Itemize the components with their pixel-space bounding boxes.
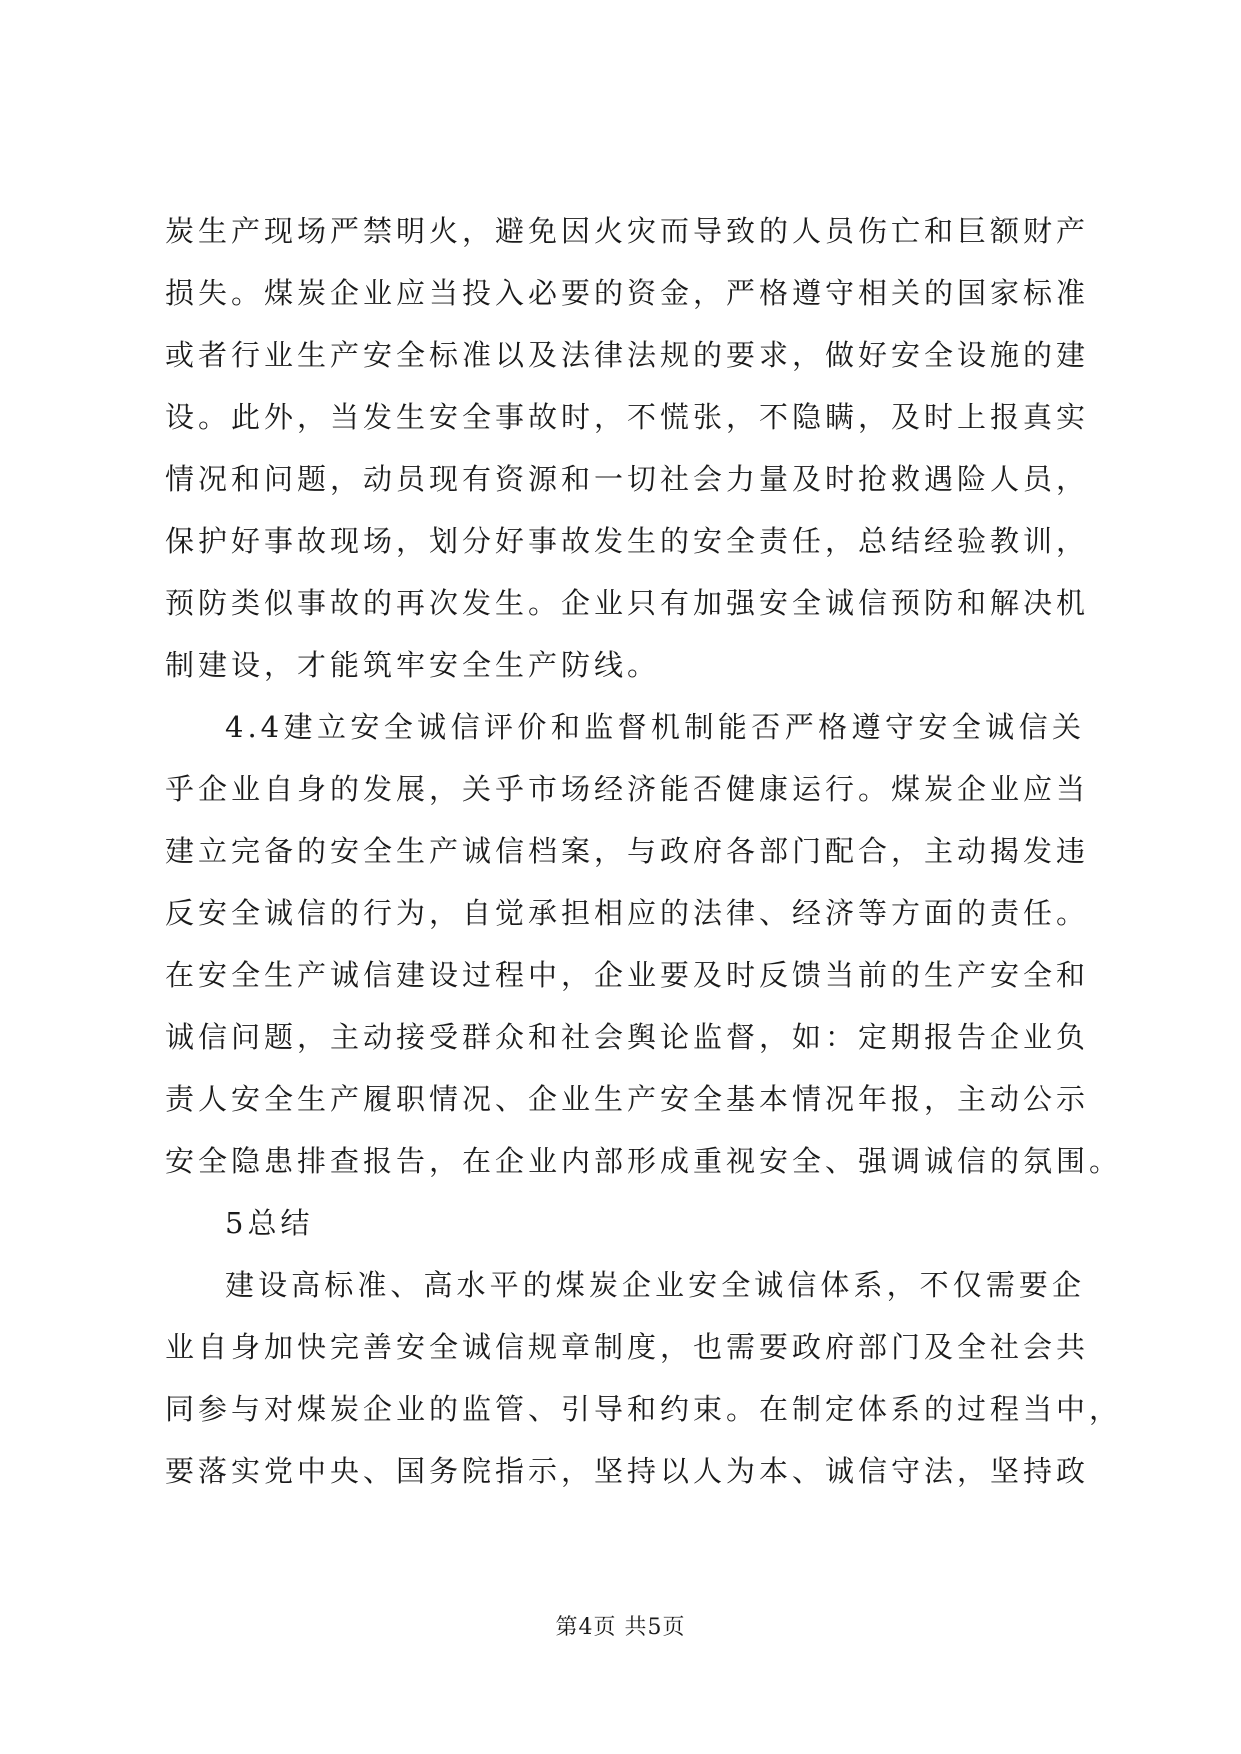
text-line: 反安全诚信的行为，自觉承担相应的法律、经济等方面的责任。 — [165, 896, 1090, 930]
text-line: 建立完备的安全生产诚信档案，与政府各部门配合，主动揭发违 — [165, 834, 1090, 868]
section-heading: 5总结 — [225, 1206, 314, 1240]
section-heading-line: 4.4建立安全诚信评价和监督机制能否严格遵守安全诚信关 — [225, 710, 1085, 744]
text-line: 炭生产现场严禁明火，避免因火灾而导致的人员伤亡和巨额财产 — [165, 214, 1090, 248]
text-line: 损失。煤炭企业应当投入必要的资金，严格遵守相关的国家标准 — [165, 276, 1090, 310]
text-line: 同参与对煤炭企业的监管、引导和约束。在制定体系的过程当中， — [165, 1392, 1123, 1426]
text-line: 情况和问题，动员现有资源和一切社会力量及时抢救遇险人员， — [165, 462, 1090, 496]
body-text — [165, 200, 1123, 1502]
text-line: 业自身加快完善安全诚信规章制度，也需要政府部门及全社会共 — [165, 1330, 1090, 1364]
text-line: 建设高标准、高水平的煤炭企业安全诚信体系，不仅需要企 — [225, 1268, 1085, 1302]
text-line: 预防类似事故的再次发生。企业只有加强安全诚信预防和解决机 — [165, 586, 1090, 620]
text-line: 要落实党中央、国务院指示，坚持以人为本、诚信守法，坚持政 — [165, 1454, 1090, 1488]
text-line: 或者行业生产安全标准以及法律法规的要求，做好安全设施的建 — [165, 338, 1090, 372]
text-line: 在安全生产诚信建设过程中，企业要及时反馈当前的生产安全和 — [165, 958, 1090, 992]
text-line: 安全隐患排查报告，在企业内部形成重视安全、强调诚信的氛围。 — [165, 1144, 1123, 1178]
text-line: 制建设，才能筑牢安全生产防线。 — [165, 648, 661, 682]
text-line: 乎企业自身的发展，关乎市场经济能否健康运行。煤炭企业应当 — [165, 772, 1090, 806]
text-line: 责人安全生产履职情况、企业生产安全基本情况年报，主动公示 — [165, 1082, 1090, 1116]
page-footer: 第4页 共5页 — [555, 1615, 686, 1640]
text-line: 设。此外，当发生安全事故时，不慌张，不隐瞒，及时上报真实 — [165, 400, 1090, 434]
text-line: 保护好事故现场，划分好事故发生的安全责任，总结经验教训， — [165, 524, 1090, 558]
text-line: 诚信问题，主动接受群众和社会舆论监督，如：定期报告企业负 — [165, 1020, 1090, 1054]
